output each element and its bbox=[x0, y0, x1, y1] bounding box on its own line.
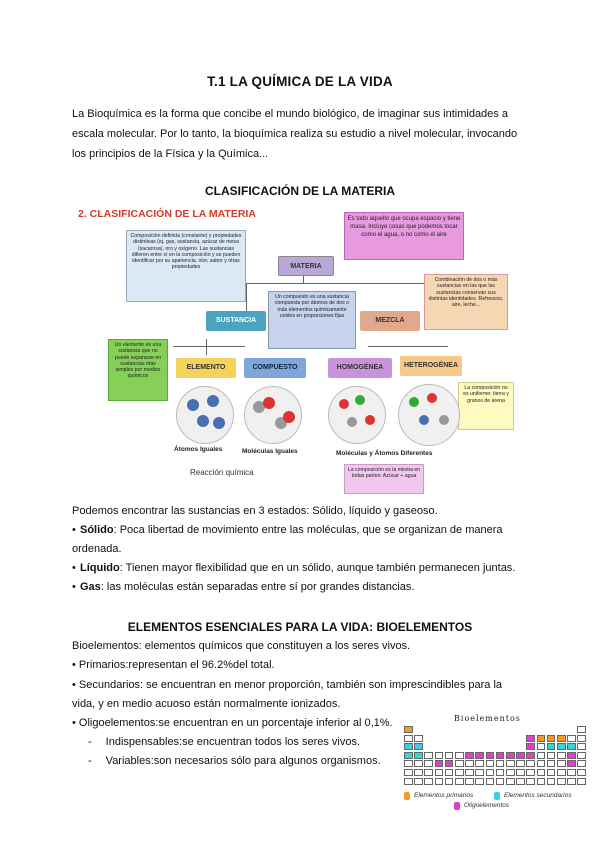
label-atomos: Átomos Iguales bbox=[174, 446, 223, 453]
states-intro: Podemos encontrar las sustancias en 3 estados: Sólido, líquido y gaseoso. bbox=[72, 505, 438, 517]
table-cell bbox=[404, 760, 413, 767]
table-cell bbox=[475, 760, 484, 767]
table-cell bbox=[475, 752, 484, 759]
oligoelementos: • Oligoelementos:se encuentran en un porcentaje inferior al 0,1%. bbox=[72, 717, 393, 729]
label-moleculas: Moléculas Iguales bbox=[242, 448, 298, 455]
materia-node: MATERIA bbox=[278, 256, 334, 276]
table-cell bbox=[424, 752, 433, 759]
table-cell bbox=[455, 752, 464, 759]
table-cell bbox=[455, 769, 464, 776]
table-cell bbox=[414, 778, 423, 785]
table-cell bbox=[414, 735, 423, 742]
table-cell bbox=[577, 778, 586, 785]
table-cell bbox=[547, 752, 556, 759]
table-cell bbox=[577, 760, 586, 767]
table-cell bbox=[537, 735, 546, 742]
table-cell bbox=[445, 760, 454, 767]
heterogenea-note: La composición no es uniforme: tierra y granos de arena bbox=[458, 382, 514, 430]
table-cell bbox=[455, 778, 464, 785]
table-cell bbox=[557, 769, 566, 776]
table-cell bbox=[557, 778, 566, 785]
indispensables: - Indispensables:se encuentran todos los seres vivos. bbox=[88, 736, 361, 748]
molecules-circle bbox=[244, 386, 302, 444]
table-cell bbox=[506, 752, 515, 759]
state-solid: • Sólido: Poca libertad de movimiento entre las moléculas, que se organizan de manera bbox=[72, 524, 503, 536]
table-cell bbox=[506, 760, 515, 767]
secundarios-1: • Secundarios: se encuentran en menor proporción, también son imprescindibles para la bbox=[72, 679, 503, 691]
primarios: • Primarios:representan el 96.2%del total. bbox=[72, 659, 275, 671]
table-cell bbox=[404, 743, 413, 750]
table-cell bbox=[516, 769, 525, 776]
table-cell bbox=[435, 769, 444, 776]
table-cell bbox=[404, 769, 413, 776]
table-cell bbox=[567, 760, 576, 767]
legend-secondary-swatch bbox=[494, 792, 500, 800]
mezcla-node: MEZCLA bbox=[360, 311, 420, 331]
table-cell bbox=[516, 778, 525, 785]
table-cell bbox=[475, 769, 484, 776]
table-cell bbox=[537, 778, 546, 785]
state-solid-cont: ordenada. bbox=[72, 543, 122, 555]
heterogenea-node: HETEROGÉNEA bbox=[400, 356, 462, 376]
table-cell bbox=[577, 769, 586, 776]
center-note: Un compuesto es una sustancia compuesta por átomos de dos o más elementos químicamente unidos en proporciones fijas bbox=[268, 291, 356, 349]
label-moleculas-atomos: Moléculas y Átomos Diferentes bbox=[336, 450, 433, 457]
table-cell bbox=[414, 760, 423, 767]
table-cell bbox=[435, 778, 444, 785]
table-cell bbox=[496, 769, 505, 776]
table-cell bbox=[486, 769, 495, 776]
homogenea-node: HOMOGÉNEA bbox=[328, 358, 392, 378]
table-cell bbox=[414, 743, 423, 750]
materia-note: Es todo aquello que ocupa espacio y tiene masa. Incluye cosas que podemos tocar como el agua, o no como el aire bbox=[344, 212, 464, 260]
elemento-note: Un elemento es una sustancia que no puede separarse en sustancias más simples por medios químicos bbox=[108, 339, 168, 401]
table-cell bbox=[414, 752, 423, 759]
table-cell bbox=[424, 778, 433, 785]
table-cell bbox=[465, 760, 474, 767]
table-cell bbox=[557, 735, 566, 742]
table-cell bbox=[404, 735, 413, 742]
page-title: T.1 LA QUÍMICA DE LA VIDA bbox=[207, 74, 393, 89]
variables: - Variables:son necesarios sólo para algunos organismos. bbox=[88, 755, 381, 767]
bioelementos-periodic-table bbox=[404, 714, 592, 814]
table-cell bbox=[526, 769, 535, 776]
classification-diagram bbox=[78, 206, 518, 498]
table-cell bbox=[567, 778, 576, 785]
table-cell bbox=[455, 760, 464, 767]
table-cell bbox=[577, 743, 586, 750]
table-cell bbox=[414, 769, 423, 776]
table-cell bbox=[404, 778, 413, 785]
table-cell bbox=[567, 735, 576, 742]
table-cell bbox=[557, 743, 566, 750]
table-cell bbox=[526, 752, 535, 759]
table-cell bbox=[537, 760, 546, 767]
table-cell bbox=[547, 760, 556, 767]
legend-secondary: Elementos secundarios bbox=[504, 792, 572, 799]
table-cell bbox=[496, 752, 505, 759]
legend-oligo-swatch bbox=[454, 802, 460, 810]
table-cell bbox=[404, 726, 413, 733]
diagram-title: 2. CLASIFICACIÓN DE LA MATERIA bbox=[78, 208, 256, 220]
table-cell bbox=[526, 735, 535, 742]
table-cell bbox=[424, 760, 433, 767]
table-cell bbox=[577, 752, 586, 759]
legend-primary-swatch bbox=[404, 792, 410, 800]
mix-heterogeneous-circle bbox=[398, 384, 460, 446]
atoms-circle bbox=[176, 386, 234, 444]
table-cell bbox=[526, 760, 535, 767]
table-cell bbox=[404, 752, 413, 759]
table-cell bbox=[435, 752, 444, 759]
table-cell bbox=[547, 778, 556, 785]
table-cell bbox=[547, 769, 556, 776]
mix-homogeneous-circle bbox=[328, 386, 386, 444]
table-cell bbox=[465, 752, 474, 759]
compuesto-node: COMPUESTO bbox=[244, 358, 306, 378]
table-cell bbox=[526, 778, 535, 785]
table-cell bbox=[537, 769, 546, 776]
table-cell bbox=[526, 743, 535, 750]
table-cell bbox=[496, 778, 505, 785]
legend-primary: Elementos primarios bbox=[414, 792, 474, 799]
table-cell bbox=[424, 769, 433, 776]
state-gas: • Gas: las moléculas están separadas entre sí por grandes distancias. bbox=[72, 581, 415, 593]
mezcla-note: Combinación de dos o más sustancias en las que las sustancias conservan sus distintas identidades. Refrescos, aire, leche... bbox=[424, 274, 508, 330]
table-cell bbox=[567, 769, 576, 776]
secundarios-2: vida, y en medio acuoso están normalmente ionizados. bbox=[72, 698, 341, 710]
sustancia-node: SUSTANCIA bbox=[206, 311, 266, 331]
table-cell bbox=[506, 769, 515, 776]
table-cell bbox=[557, 760, 566, 767]
table-cell bbox=[516, 760, 525, 767]
sustancia-note: Composición definida (constante) y propiedades distintivas (ej. gas, sustancia, azúcar de mesa (sacarosa), oro y oxígeno. Las sustancias difieren entre sí en la composición y se pueden identificar por su apariencia, olor, sabor y otras propiedades bbox=[126, 230, 246, 302]
table-cell bbox=[577, 735, 586, 742]
table-cell bbox=[506, 778, 515, 785]
reaccion-label: Reacción química bbox=[190, 468, 254, 477]
elemento-node: ELEMENTO bbox=[176, 358, 236, 378]
table-cell bbox=[496, 760, 505, 767]
table-cell bbox=[567, 743, 576, 750]
legend-oligo: Oligoelementos bbox=[464, 802, 510, 809]
section-heading-clasificacion: CLASIFICACIÓN DE LA MATERIA bbox=[205, 184, 395, 198]
homogenea-note: La composición es la misma en todas partes: Azúcar + agua bbox=[344, 464, 424, 494]
table-cell bbox=[547, 743, 556, 750]
table-cell bbox=[557, 752, 566, 759]
section-heading-bioelementos: ELEMENTOS ESENCIALES PARA LA VIDA: BIOELEMENTOS bbox=[127, 620, 473, 634]
table-cell bbox=[475, 778, 484, 785]
table-cell bbox=[486, 778, 495, 785]
table-cell bbox=[577, 726, 586, 733]
state-liquid: • Líquido: Tienen mayor flexibilidad que en un sólido, aunque también permanecen juntas. bbox=[72, 562, 516, 574]
table-cell bbox=[445, 769, 454, 776]
table-cell bbox=[537, 743, 546, 750]
table-cell bbox=[445, 752, 454, 759]
table-cell bbox=[445, 778, 454, 785]
table-title: Bioelementos bbox=[454, 714, 521, 723]
table-cell bbox=[516, 752, 525, 759]
table-cell bbox=[465, 778, 474, 785]
table-cell bbox=[465, 769, 474, 776]
table-cell bbox=[486, 752, 495, 759]
table-cell bbox=[547, 735, 556, 742]
table-cell bbox=[435, 760, 444, 767]
table-cell bbox=[486, 760, 495, 767]
table-cell bbox=[567, 752, 576, 759]
intro-paragraph: La Bioquímica es la forma que concibe el mundo biológico, de imaginar sus intimidades a escala molecular. Por lo tanto, la bioquímica realiza su estudio a nivel molecular, invocando los principios de la Física y la Química... bbox=[72, 108, 518, 160]
bioelementos-definition: Bioelementos: elementos químicos que constituyen a los seres vivos. bbox=[72, 640, 411, 652]
table-cell bbox=[537, 752, 546, 759]
